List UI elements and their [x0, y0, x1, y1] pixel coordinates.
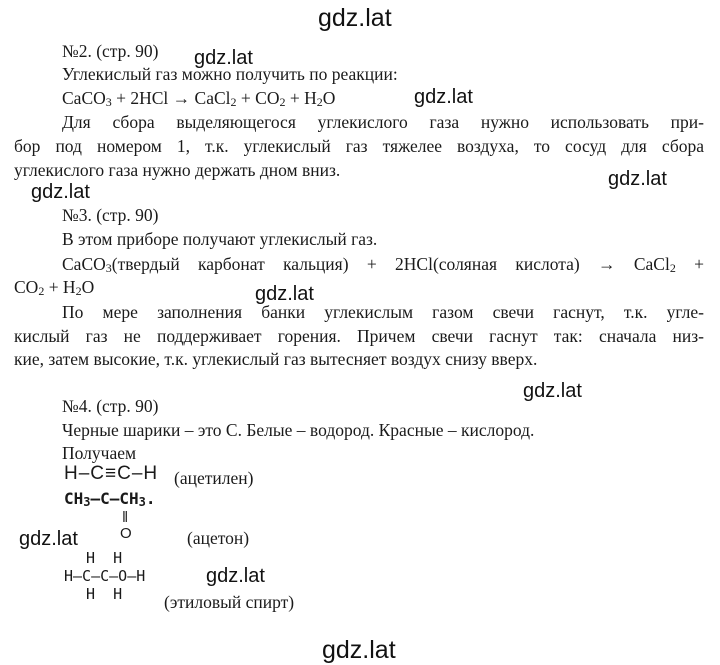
watermark: gdz.lat [206, 565, 265, 587]
task2-para-line: углекислого газа нужно держать дном вниз. [14, 160, 341, 180]
task3-para-line: кислый газ не поддерживает горения. Причем свечи гаснут так: сначала низ- [14, 326, 704, 346]
task3-reaction-line1: CaCO$_3$(твердый карбонат кальция) + 2HCl(соляная кислота) → CaCl$_2$ + [62, 254, 704, 275]
watermark: gdz.lat [19, 528, 78, 550]
task4-line1: Черные шарики – это С. Белые – водород. Красные – кислород. [62, 420, 535, 440]
acetylene-formula: H–C≡C–H [64, 463, 159, 484]
watermark: gdz.lat [255, 283, 314, 305]
acetylene-label: (ацетилен) [174, 468, 254, 488]
task3-header: №3. (стр. 90) [62, 205, 159, 225]
watermark: gdz.lat [31, 181, 90, 203]
acetone-double-bond: ‖ [122, 509, 129, 526]
task2-line1: Углекислый газ можно получить по реакции: [62, 64, 398, 84]
task4-header: №4. (стр. 90) [62, 396, 159, 416]
ethanol-top: H H [86, 549, 123, 567]
watermark: gdz.lat [523, 380, 582, 402]
task4-line2: Получаем [62, 443, 137, 463]
task3-para-line: кие, затем высокие, т.к. углекислый газ вытесняет воздух снизу вверх. [14, 349, 538, 369]
task2-para-line: бор под номером 1, т.к. углекислый газ тяжелее воздуха, то сосуд для сбора [14, 136, 704, 156]
acetone-formula: $CH_3-C-CH_3$. [64, 489, 156, 509]
watermark: gdz.lat [194, 47, 253, 69]
watermark-bottom: gdz.lat [322, 636, 396, 664]
watermark: gdz.lat [414, 86, 473, 108]
task3-reaction-line2: $CO_2 + H_2O$ [14, 277, 95, 298]
task2-para-line: Для сбора выделяющегося углекислого газа нужно использовать при- [62, 112, 704, 132]
watermark-top: gdz.lat [318, 4, 392, 32]
ethanol-label: (этиловый спирт) [164, 592, 295, 612]
ethanol-middle: H–C–C–O–H [64, 567, 146, 585]
watermark: gdz.lat [608, 168, 667, 190]
acetone-label: (ацетон) [187, 528, 250, 548]
task3-line1: В этом приборе получают углекислый газ. [62, 229, 378, 249]
task2-reaction: CaCO$_3$ + 2HCl → CaCl$_2$ + $CO_2 + H_2O$ [62, 88, 336, 109]
ethanol-bottom: H H [86, 585, 123, 603]
task3-para-line: По мере заполнения банки углекислым газом свечи гаснут, т.к. угле- [62, 302, 704, 322]
task2-header: №2. (стр. 90) [62, 41, 159, 61]
acetone-oxygen: O [120, 525, 132, 542]
